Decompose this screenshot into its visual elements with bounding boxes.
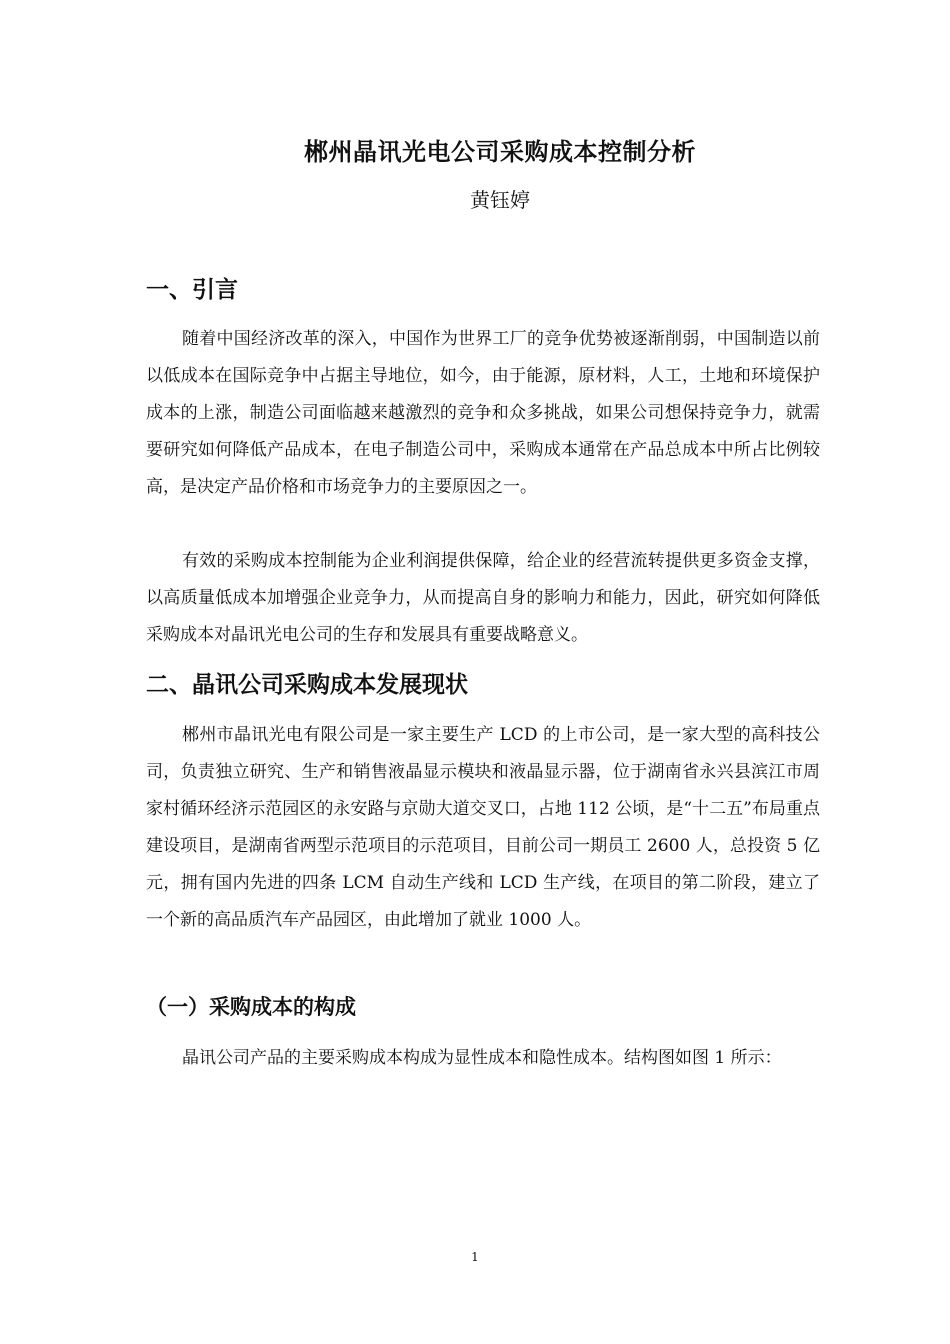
page-number: 1 <box>471 1250 479 1264</box>
section-heading-status: 二、晶讯公司采购成本发展现状 <box>146 672 468 698</box>
paragraph-introduction-2: 有效的采购成本控制能为企业利润提供保障，给企业的经营流转提供更多资金支撑，以高质量低成本加增强企业竞争力，从而提高自身的影响力和能力，因此，研究如何降低采购成本对晶讯光电公司的生存和发展具有重要战略意义。 <box>146 551 820 645</box>
paragraph-company-overview: 郴州市晶讯光电有限公司是一家主要生产 LCD 的上市公司，是一家大型的高科技公司，负责独立研究、生产和销售液晶显示模块和液晶显示器，位于湖南省永兴县滨江市周家村循环经济示范园区的永安路与京勋大道交叉口，占地 112 公顷，是“十二五”布局重点建设项目，是湖南省两型示范项目的示范项目，目前公司一期员工 2600 人，总投资 5 亿元，拥有国内先进的四条 LCM 自动生产线和 LCD 生产线，在项目的第二阶段，建立了一个新的高品质汽车产品园区，由此增加了就业 1000 人。 <box>146 725 820 930</box>
document-title: 郴州晶讯光电公司采购成本控制分析 <box>304 138 696 166</box>
paragraph-introduction-1: 随着中国经济改革的深入，中国作为世界工厂的竞争优势被逐渐削弱，中国制造以前以低成本在国际竞争中占据主导地位，如今，由于能源，原材料，人工，土地和环境保护成本的上涨，制造公司面临越来越激烈的竞争和众多挑战，如果公司想保持竞争力，就需要研究如何降低产品成本，在电子制造公司中，采购成本通常在产品总成本中所占比例较高，是决定产品价格和市场竞争力的主要原因之一。 <box>146 329 820 497</box>
document-author: 黄钰婷 <box>470 188 530 212</box>
subsection-heading-cost-structure: （一）采购成本的构成 <box>146 995 356 1019</box>
paragraph-cost-structure: 晶讯公司产品的主要采购成本构成为显性成本和隐性成本。结构图如图 1 所示： <box>182 1048 782 1068</box>
section-heading-introduction: 一、引言 <box>146 277 238 303</box>
